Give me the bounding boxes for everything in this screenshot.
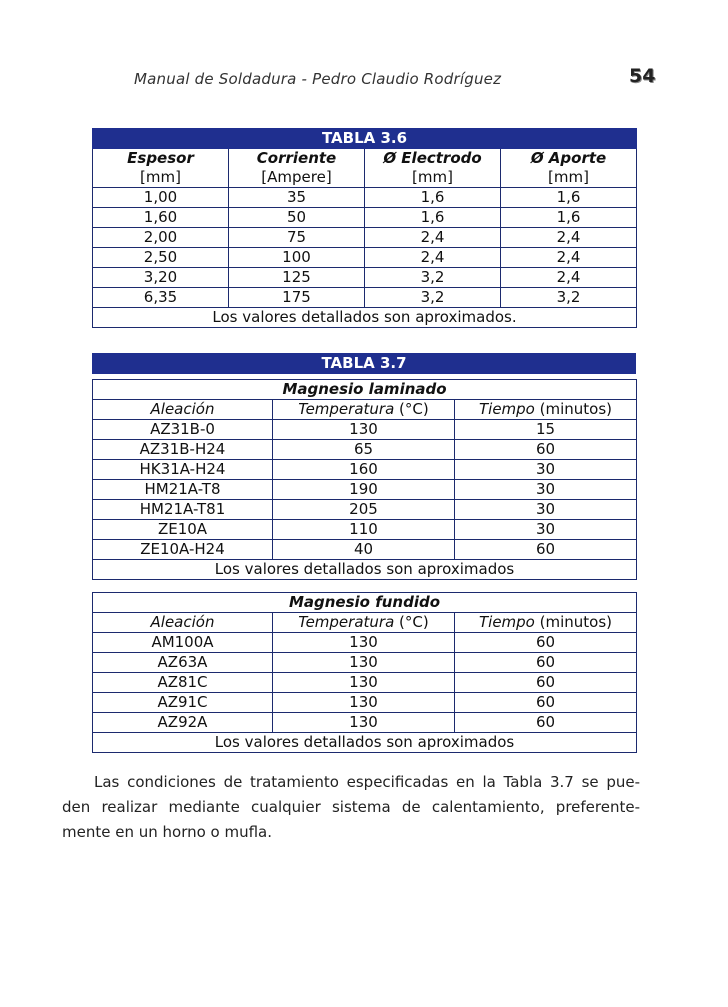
- table-cell: 30: [455, 500, 637, 520]
- table-cell: 205: [273, 500, 455, 520]
- table-cell: 3,2: [501, 288, 637, 308]
- table-cell: 100: [229, 248, 365, 268]
- tabla-3-6-title: TABLA 3.6: [93, 129, 637, 149]
- table-cell: 3,20: [93, 268, 229, 288]
- tabla-3-7-title-bar: [93, 354, 636, 374]
- col-unit-espesor: [mm]: [93, 168, 229, 188]
- col-unit-aporte: [mm]: [501, 168, 637, 188]
- tabla-3-6: [92, 128, 637, 328]
- table-cell: 175: [229, 288, 365, 308]
- tabla-3-7-title: TABLA 3.7: [93, 354, 636, 374]
- table-cell: 130: [273, 713, 455, 733]
- table-cell: 1,6: [501, 208, 637, 228]
- page-header: [0, 60, 728, 96]
- table-row: [93, 500, 637, 520]
- table-cell: 3,2: [365, 268, 501, 288]
- table-row: [93, 460, 637, 480]
- table-cell: 1,00: [93, 188, 229, 208]
- col-header-aporte: Ø Aporte: [501, 149, 637, 169]
- tabla-3-6-header-names: [93, 149, 637, 169]
- table-cell: 1,6: [501, 188, 637, 208]
- table-row: [93, 248, 637, 268]
- table-cell: AZ91C: [93, 693, 273, 713]
- table-cell: 2,4: [501, 248, 637, 268]
- laminado-heading: Magnesio laminado: [93, 380, 637, 400]
- table-cell: 60: [455, 440, 637, 460]
- col-header-temperatura: [273, 400, 455, 420]
- table-row: [93, 188, 637, 208]
- table-cell: 2,4: [501, 268, 637, 288]
- tabla-3-6-note-row: [93, 308, 637, 328]
- col-header-aleacion: Aleación: [93, 613, 273, 633]
- page-number: 54: [629, 65, 656, 87]
- table-cell: 60: [455, 693, 637, 713]
- table-cell: HM21A-T8: [93, 480, 273, 500]
- col-header-tiempo-name: Tiempo: [478, 613, 535, 631]
- table-row: [93, 693, 637, 713]
- col-header-temperatura-unit: (°C): [394, 400, 429, 418]
- table-cell: HM21A-T81: [93, 500, 273, 520]
- col-header-tiempo-name: Tiempo: [478, 400, 535, 418]
- table-cell: 2,4: [365, 248, 501, 268]
- table-cell: 130: [273, 633, 455, 653]
- table-cell: 60: [455, 540, 637, 560]
- table-cell: 190: [273, 480, 455, 500]
- table-row: [93, 420, 637, 440]
- tabla-magnesio-laminado: [92, 379, 637, 580]
- tabla-magnesio-fundido: [92, 592, 637, 753]
- fundido-heading-row: [93, 593, 637, 613]
- fundido-heading: Magnesio fundido: [93, 593, 637, 613]
- table-cell: 6,35: [93, 288, 229, 308]
- table-row: [93, 268, 637, 288]
- table-cell: 75: [229, 228, 365, 248]
- table-cell: HK31A-H24: [93, 460, 273, 480]
- col-header-temperatura-name: Temperatura: [298, 400, 395, 418]
- fundido-note: Los valores detallados son aproximados: [93, 733, 637, 753]
- table-row: [93, 540, 637, 560]
- body-paragraph: [62, 770, 640, 845]
- table-cell: 1,6: [365, 208, 501, 228]
- table-cell: 2,50: [93, 248, 229, 268]
- table-cell: 60: [455, 673, 637, 693]
- table-cell: 125: [229, 268, 365, 288]
- table-row: [93, 228, 637, 248]
- table-cell: ZE10A-H24: [93, 540, 273, 560]
- col-header-tiempo: [455, 400, 637, 420]
- col-unit-corriente: [Ampere]: [229, 168, 365, 188]
- table-cell: 30: [455, 480, 637, 500]
- header-title: Manual de Soldadura - Pedro Claudio Rodríguez: [134, 70, 502, 88]
- table-row: [93, 653, 637, 673]
- table-cell: AZ31B-H24: [93, 440, 273, 460]
- table-row: [93, 633, 637, 653]
- table-cell: ZE10A: [93, 520, 273, 540]
- fundido-note-row: [93, 733, 637, 753]
- col-header-temperatura-name: Temperatura: [298, 613, 395, 631]
- table-cell: 2,00: [93, 228, 229, 248]
- table-cell: 60: [455, 633, 637, 653]
- table-cell: 40: [273, 540, 455, 560]
- table-cell: 15: [455, 420, 637, 440]
- table-cell: 130: [273, 673, 455, 693]
- table-cell: 30: [455, 460, 637, 480]
- table-cell: 160: [273, 460, 455, 480]
- table-cell: 130: [273, 693, 455, 713]
- table-row: [93, 520, 637, 540]
- table-row: [93, 288, 637, 308]
- table-cell: 60: [455, 653, 637, 673]
- table-cell: AZ92A: [93, 713, 273, 733]
- table-cell: AZ81C: [93, 673, 273, 693]
- laminado-note-row: [93, 560, 637, 580]
- table-cell: 3,2: [365, 288, 501, 308]
- table-cell: 2,4: [501, 228, 637, 248]
- table-cell: 130: [273, 653, 455, 673]
- col-header-tiempo: [455, 613, 637, 633]
- laminado-heading-row: [93, 380, 637, 400]
- col-header-aleacion: Aleación: [93, 400, 273, 420]
- table-row: [93, 208, 637, 228]
- fundido-column-header-row: [93, 613, 637, 633]
- laminado-column-header-row: [93, 400, 637, 420]
- col-header-corriente: Corriente: [229, 149, 365, 169]
- table-cell: 65: [273, 440, 455, 460]
- table-cell: AZ63A: [93, 653, 273, 673]
- table-row: [93, 480, 637, 500]
- col-unit-electrodo: [mm]: [365, 168, 501, 188]
- col-header-tiempo-unit: (minutos): [534, 613, 612, 631]
- table-cell: 60: [455, 713, 637, 733]
- tabla-3-7-title-table: [92, 353, 636, 374]
- table-cell: AZ31B-0: [93, 420, 273, 440]
- table-cell: 130: [273, 420, 455, 440]
- tabla-3-6-note: Los valores detallados son aproximados.: [93, 308, 637, 328]
- table-row: [93, 440, 637, 460]
- table-cell: 2,4: [365, 228, 501, 248]
- table-cell: 1,6: [365, 188, 501, 208]
- col-header-espesor: Espesor: [93, 149, 229, 169]
- table-cell: 110: [273, 520, 455, 540]
- col-header-tiempo-unit: (minutos): [534, 400, 612, 418]
- col-header-temperatura: [273, 613, 455, 633]
- paragraph-line: mente en un horno o mufla.: [62, 823, 273, 841]
- paragraph-line: den realizar mediante cualquier sistema de calentamiento, preferente-: [62, 798, 640, 816]
- tabla-3-6-header-units: [93, 168, 637, 188]
- paragraph-line: Las condiciones de tratamiento especificadas en la Tabla 3.7 se pue-: [94, 773, 640, 791]
- table-cell: 30: [455, 520, 637, 540]
- table-cell: 1,60: [93, 208, 229, 228]
- table-row: [93, 713, 637, 733]
- tabla-3-6-title-bar: [93, 129, 637, 149]
- table-cell: 35: [229, 188, 365, 208]
- laminado-note: Los valores detallados son aproximados: [93, 560, 637, 580]
- col-header-temperatura-unit: (°C): [394, 613, 429, 631]
- table-cell: 50: [229, 208, 365, 228]
- table-cell: AM100A: [93, 633, 273, 653]
- table-row: [93, 673, 637, 693]
- col-header-electrodo: Ø Electrodo: [365, 149, 501, 169]
